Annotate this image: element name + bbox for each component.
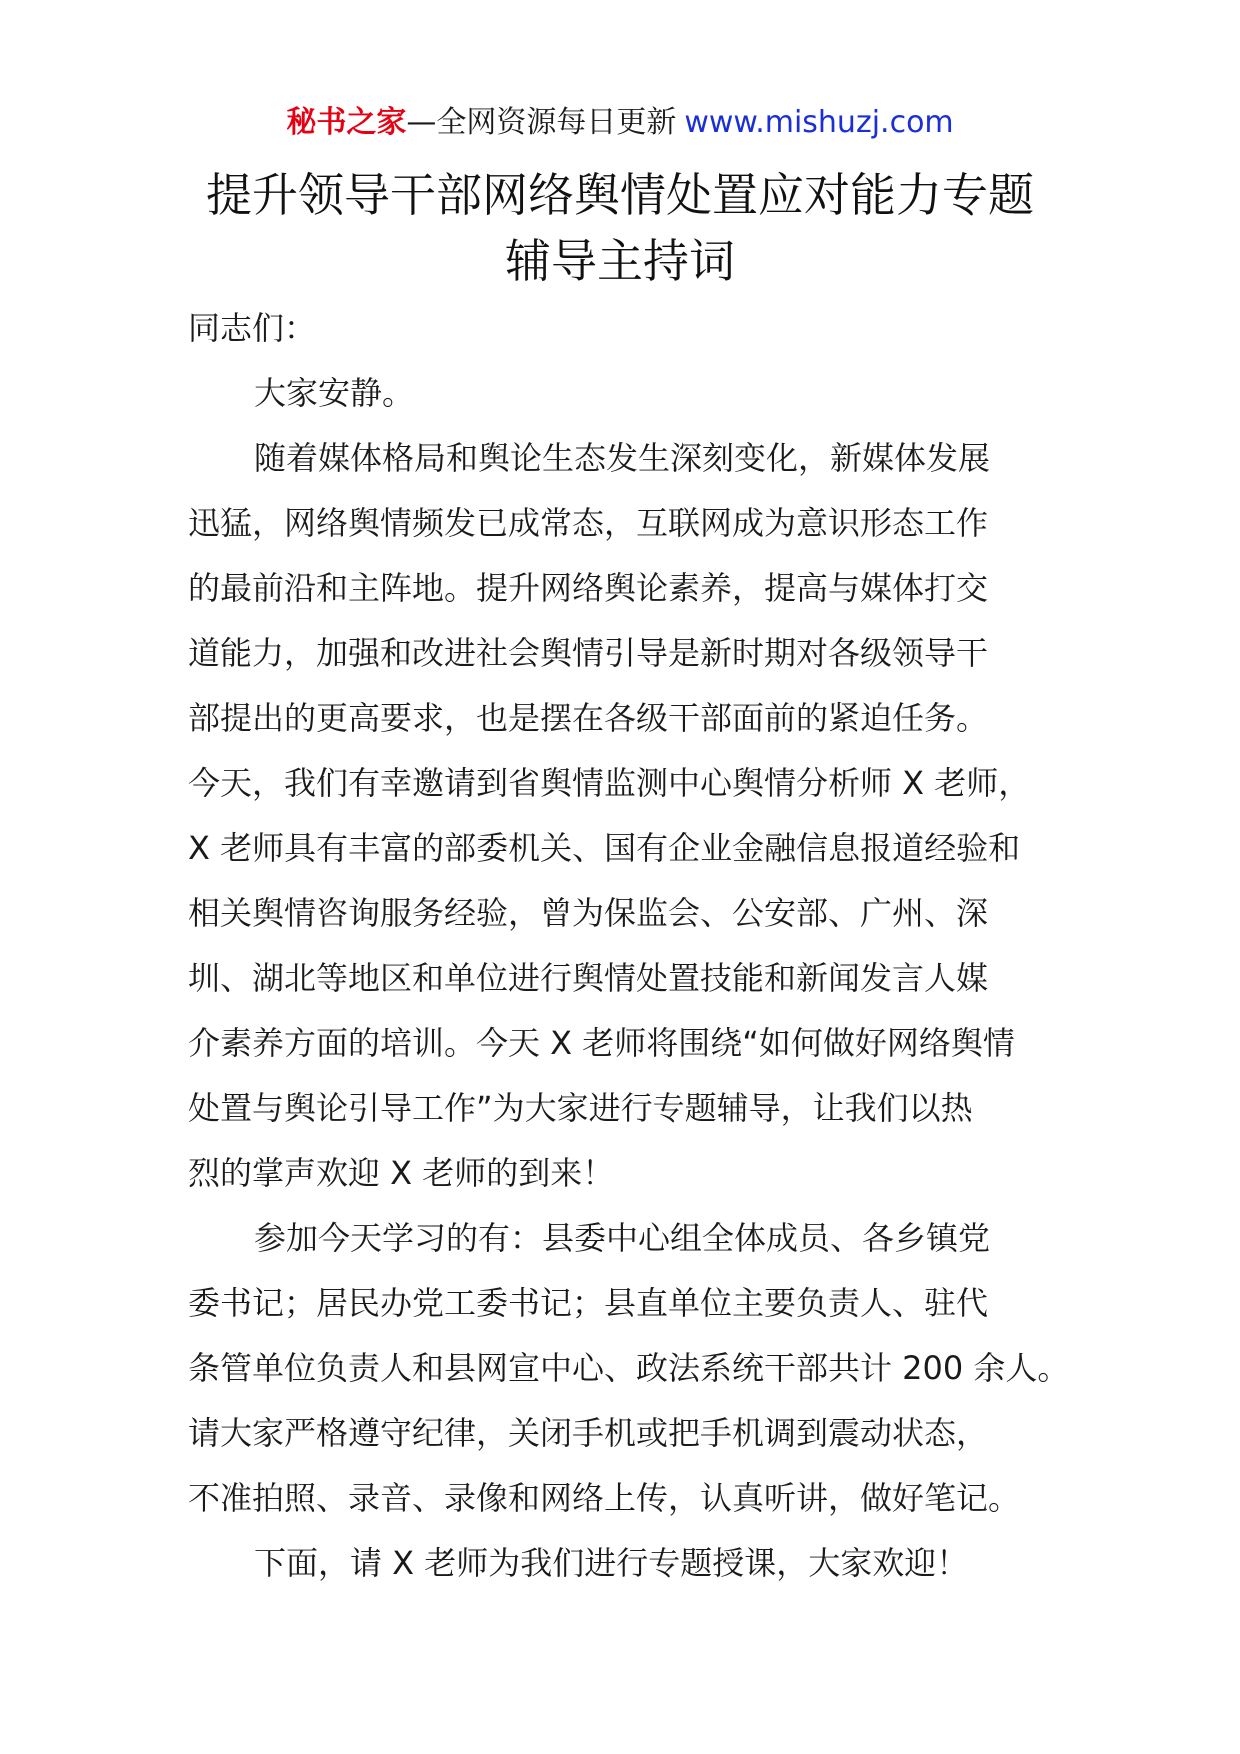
paragraph-line: 的最前沿和主阵地。提升网络舆论素养，提高与媒体打交	[188, 569, 989, 607]
paragraph-line: 处置与舆论引导工作”为大家进行专题辅导，让我们以热	[188, 1089, 973, 1127]
header-banner	[0, 101, 1240, 145]
paragraph-line: 大家安静。	[254, 374, 415, 412]
document-title	[160, 162, 1080, 294]
paragraph-line: 条管单位负责人和县网宣中心、政法系统干部共计 200 余人。	[188, 1349, 1070, 1387]
paragraph-line: 请大家严格遵守纪律，关闭手机或把手机调到震动状态，	[188, 1414, 989, 1452]
title-line: 辅导主持词	[505, 234, 735, 288]
paragraph-line: 下面，请 X 老师为我们进行专题授课，大家欢迎！	[254, 1544, 969, 1582]
paragraph-line: 不准拍照、录音、录像和网络上传，认真听讲，做好笔记。	[188, 1479, 1021, 1517]
paragraph-line: 随着媒体格局和舆论生态发生深刻变化，新媒体发展	[254, 439, 991, 477]
site-link[interactable]: www.mishuzj.com	[684, 105, 954, 140]
paragraph-line: 迅猛，网络舆情频发已成常态，互联网成为意识形态工作	[188, 504, 989, 542]
title-line: 提升领导干部网络舆情处置应对能力专题	[206, 168, 1034, 222]
paragraph-line: 相关舆情咨询服务经验，曾为保监会、公安部、广州、深	[188, 894, 989, 932]
paragraph-line: 道能力，加强和改进社会舆情引导是新时期对各级领导干	[188, 634, 989, 672]
paragraph-line: 烈的掌声欢迎 X 老师的到来！	[188, 1154, 615, 1192]
paragraph-line: 参加今天学习的有：县委中心组全体成员、各乡镇党	[254, 1219, 991, 1257]
salutation: 同志们：	[188, 309, 317, 347]
paragraph-line: 圳、湖北等地区和单位进行舆情处置技能和新闻发言人媒	[188, 959, 989, 997]
paragraph-line: 部提出的更高要求，也是摆在各级干部面前的紧迫任务。	[188, 699, 989, 737]
paragraph-line: X 老师具有丰富的部委机关、国有企业金融信息报道经验和	[188, 829, 1021, 867]
document-body	[188, 296, 1088, 1596]
brand-name: 秘书之家	[286, 105, 407, 140]
header-tagline: —全网资源每日更新	[406, 105, 677, 140]
paragraph-line: 今天，我们有幸邀请到省舆情监测中心舆情分析师 X 老师，	[188, 764, 1031, 802]
paragraph-line: 委书记；居民办党工委书记；县直单位主要负责人、驻代	[188, 1284, 989, 1322]
paragraph-line: 介素养方面的培训。今天 X 老师将围绕“如何做好网络舆情	[188, 1024, 1015, 1062]
